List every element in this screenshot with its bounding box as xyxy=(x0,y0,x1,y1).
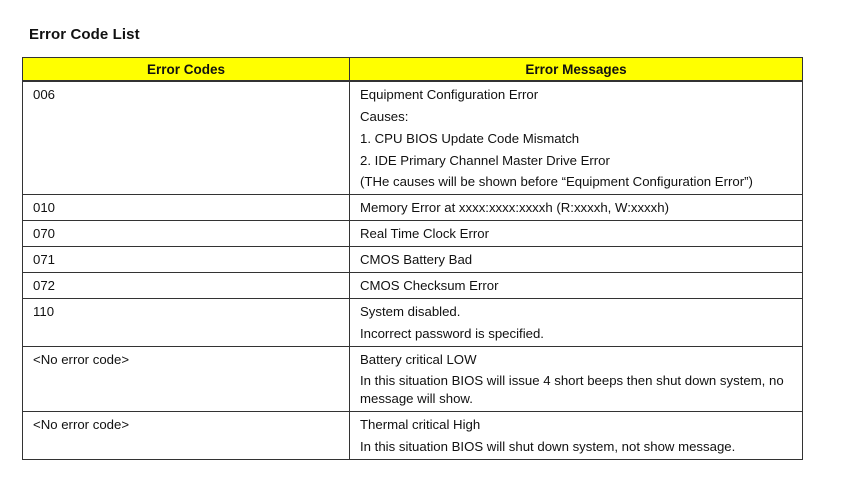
message-line: In this situation BIOS will shut down system, not show message. xyxy=(360,439,736,454)
message-line: Incorrect password is specified. xyxy=(360,326,544,341)
column-header-error-codes: Error Codes xyxy=(23,58,350,82)
error-message-cell xyxy=(350,81,803,195)
error-message-cell xyxy=(350,273,803,299)
message-line: Real Time Clock Error xyxy=(360,226,489,241)
message-line: In this situation BIOS will issue 4 short beeps then shut down system, no message will show. xyxy=(360,373,784,406)
message-line: Equipment Configuration Error xyxy=(360,87,539,102)
message-line: (THe causes will be shown before “Equipment Configuration Error”) xyxy=(360,174,753,189)
table-row xyxy=(23,247,803,273)
message-line: CMOS Battery Bad xyxy=(360,252,473,267)
message-line: Causes: xyxy=(360,109,409,124)
error-code-cell: 006 xyxy=(23,81,350,195)
table-row xyxy=(23,195,803,221)
error-code-cell: <No error code> xyxy=(23,347,350,412)
error-code-cell: 072 xyxy=(23,273,350,299)
message-line: Thermal critical High xyxy=(360,417,481,432)
message-line: CMOS Checksum Error xyxy=(360,278,499,293)
page-title: Error Code List xyxy=(29,26,140,43)
table-row xyxy=(23,347,803,412)
table-row xyxy=(23,299,803,347)
table-row xyxy=(23,221,803,247)
error-code-cell: 110 xyxy=(23,299,350,347)
error-message-cell xyxy=(350,299,803,347)
error-code-cell: 071 xyxy=(23,247,350,273)
error-code-cell: <No error code> xyxy=(23,412,350,460)
error-message-cell xyxy=(350,195,803,221)
error-message-cell xyxy=(350,347,803,412)
table-header-row xyxy=(23,58,803,82)
column-header-error-messages: Error Messages xyxy=(350,58,803,82)
message-line: System disabled. xyxy=(360,304,461,319)
table-row xyxy=(23,412,803,460)
error-message-cell xyxy=(350,247,803,273)
error-message-cell xyxy=(350,221,803,247)
message-line: Memory Error at xxxx:xxxx:xxxxh (R:xxxxh, W:xxxxh) xyxy=(360,200,669,215)
table-row xyxy=(23,273,803,299)
message-line: 1. CPU BIOS Update Code Mismatch xyxy=(360,131,580,146)
error-code-cell: 070 xyxy=(23,221,350,247)
message-line: 2. IDE Primary Channel Master Drive Error xyxy=(360,153,610,168)
error-message-cell xyxy=(350,412,803,460)
message-line: Battery critical LOW xyxy=(360,352,477,367)
error-code-cell: 010 xyxy=(23,195,350,221)
table-row xyxy=(23,81,803,195)
error-code-table xyxy=(22,57,803,460)
